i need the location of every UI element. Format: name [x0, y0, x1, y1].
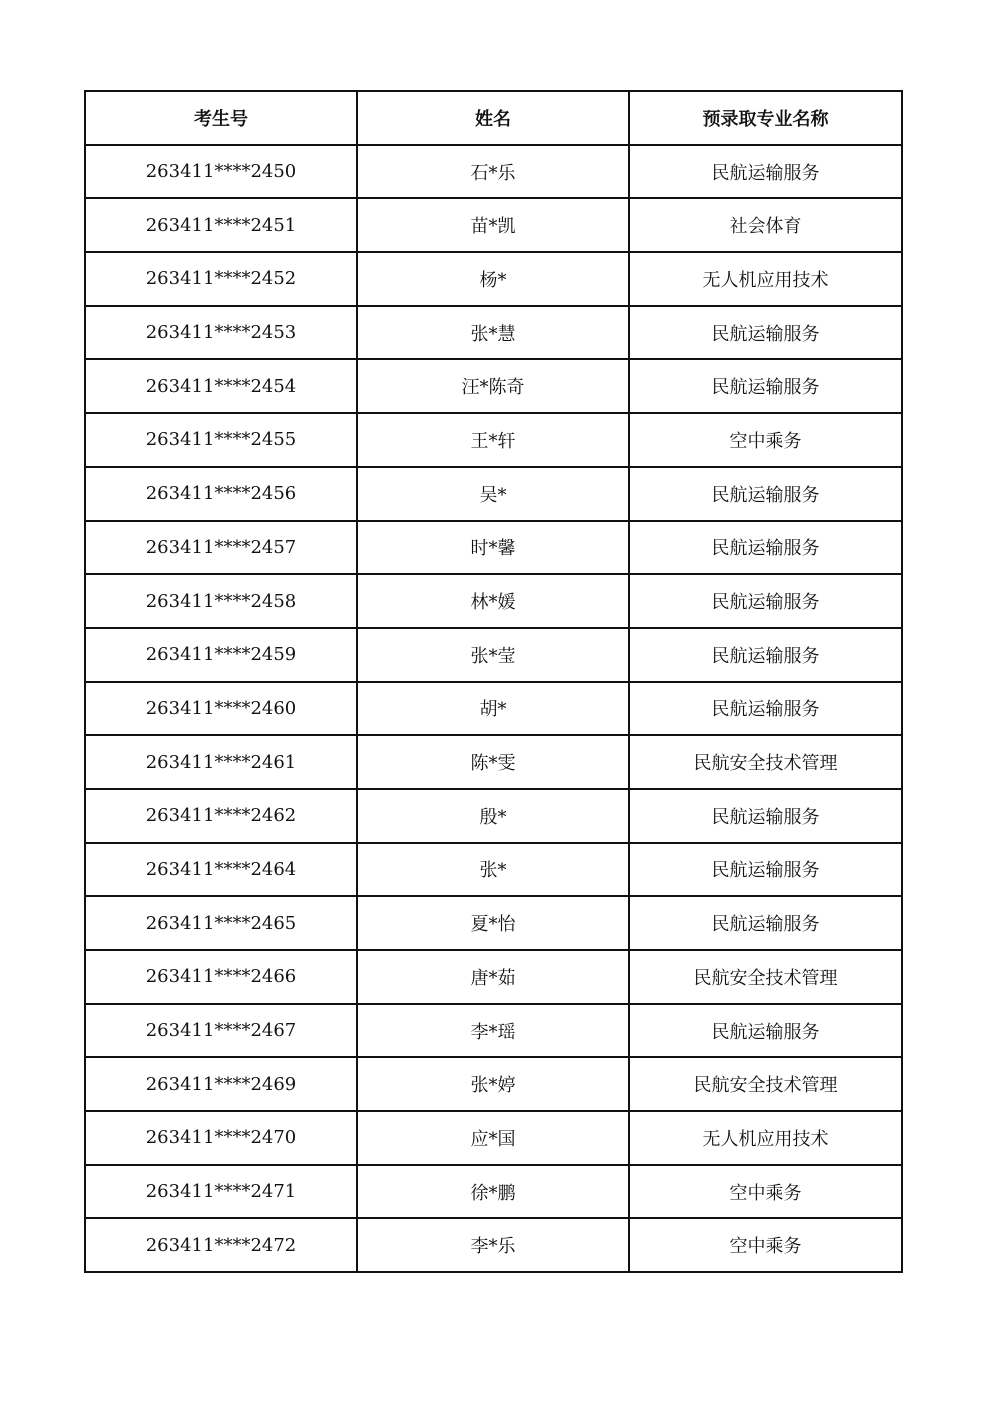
- table-row: [85, 467, 902, 521]
- table-row: [85, 574, 902, 628]
- table-row: [85, 252, 902, 306]
- table-row: [85, 950, 902, 1004]
- exam-number-cell: 263411****2465: [85, 896, 357, 950]
- major-cell: 民航运输服务: [629, 682, 902, 736]
- table-row: [85, 1165, 902, 1219]
- header-name: 姓名: [357, 91, 629, 145]
- exam-number-cell: 263411****2451: [85, 198, 357, 252]
- exam-number-cell: 263411****2456: [85, 467, 357, 521]
- header-exam-number: 考生号: [85, 91, 357, 145]
- exam-number-cell: 263411****2457: [85, 521, 357, 575]
- major-cell: 空中乘务: [629, 1218, 902, 1272]
- name-cell: 胡*: [357, 682, 629, 736]
- name-cell: 唐*茹: [357, 950, 629, 1004]
- table-row: [85, 628, 902, 682]
- exam-number-cell: 263411****2470: [85, 1111, 357, 1165]
- exam-number-cell: 263411****2462: [85, 789, 357, 843]
- major-cell: 民航运输服务: [629, 628, 902, 682]
- exam-number-cell: 263411****2455: [85, 413, 357, 467]
- major-cell: 民航安全技术管理: [629, 1057, 902, 1111]
- major-cell: 空中乘务: [629, 1165, 902, 1219]
- name-cell: 张*婷: [357, 1057, 629, 1111]
- major-cell: 空中乘务: [629, 413, 902, 467]
- name-cell: 汪*陈奇: [357, 359, 629, 413]
- table-row: [85, 1057, 902, 1111]
- table-row: [85, 682, 902, 736]
- exam-number-cell: 263411****2461: [85, 735, 357, 789]
- major-cell: 民航运输服务: [629, 467, 902, 521]
- name-cell: 王*轩: [357, 413, 629, 467]
- exam-number-cell: 263411****2453: [85, 306, 357, 360]
- exam-number-cell: 263411****2469: [85, 1057, 357, 1111]
- name-cell: 时*馨: [357, 521, 629, 575]
- name-cell: 杨*: [357, 252, 629, 306]
- exam-number-cell: 263411****2460: [85, 682, 357, 736]
- major-cell: 民航运输服务: [629, 359, 902, 413]
- major-cell: 民航运输服务: [629, 896, 902, 950]
- table-row: [85, 521, 902, 575]
- exam-number-cell: 263411****2459: [85, 628, 357, 682]
- major-cell: 民航运输服务: [629, 306, 902, 360]
- name-cell: 夏*怡: [357, 896, 629, 950]
- major-cell: 民航运输服务: [629, 574, 902, 628]
- admission-table: [84, 90, 903, 1273]
- name-cell: 林*媛: [357, 574, 629, 628]
- name-cell: 应*国: [357, 1111, 629, 1165]
- exam-number-cell: 263411****2450: [85, 145, 357, 199]
- table-row: [85, 896, 902, 950]
- exam-number-cell: 263411****2466: [85, 950, 357, 1004]
- exam-number-cell: 263411****2467: [85, 1004, 357, 1058]
- table-row: [85, 198, 902, 252]
- name-cell: 李*瑶: [357, 1004, 629, 1058]
- table-row: [85, 145, 902, 199]
- major-cell: 民航运输服务: [629, 789, 902, 843]
- table-row: [85, 1111, 902, 1165]
- header-row: [85, 91, 902, 145]
- name-cell: 殷*: [357, 789, 629, 843]
- major-cell: 无人机应用技术: [629, 252, 902, 306]
- major-cell: 民航运输服务: [629, 1004, 902, 1058]
- table-row: [85, 1218, 902, 1272]
- major-cell: 民航运输服务: [629, 145, 902, 199]
- major-cell: 民航安全技术管理: [629, 950, 902, 1004]
- exam-number-cell: 263411****2471: [85, 1165, 357, 1219]
- name-cell: 张*慧: [357, 306, 629, 360]
- major-cell: 民航运输服务: [629, 843, 902, 897]
- exam-number-cell: 263411****2458: [85, 574, 357, 628]
- major-cell: 民航运输服务: [629, 521, 902, 575]
- name-cell: 苗*凯: [357, 198, 629, 252]
- table-row: [85, 413, 902, 467]
- exam-number-cell: 263411****2454: [85, 359, 357, 413]
- name-cell: 张*: [357, 843, 629, 897]
- name-cell: 李*乐: [357, 1218, 629, 1272]
- name-cell: 张*莹: [357, 628, 629, 682]
- exam-number-cell: 263411****2472: [85, 1218, 357, 1272]
- major-cell: 无人机应用技术: [629, 1111, 902, 1165]
- name-cell: 吴*: [357, 467, 629, 521]
- table-row: [85, 306, 902, 360]
- name-cell: 石*乐: [357, 145, 629, 199]
- name-cell: 陈*雯: [357, 735, 629, 789]
- exam-number-cell: 263411****2464: [85, 843, 357, 897]
- table-row: [85, 735, 902, 789]
- table-row: [85, 843, 902, 897]
- major-cell: 社会体育: [629, 198, 902, 252]
- table-row: [85, 789, 902, 843]
- table-row: [85, 1004, 902, 1058]
- name-cell: 徐*鹏: [357, 1165, 629, 1219]
- exam-number-cell: 263411****2452: [85, 252, 357, 306]
- major-cell: 民航安全技术管理: [629, 735, 902, 789]
- table-row: [85, 359, 902, 413]
- header-major: 预录取专业名称: [629, 91, 902, 145]
